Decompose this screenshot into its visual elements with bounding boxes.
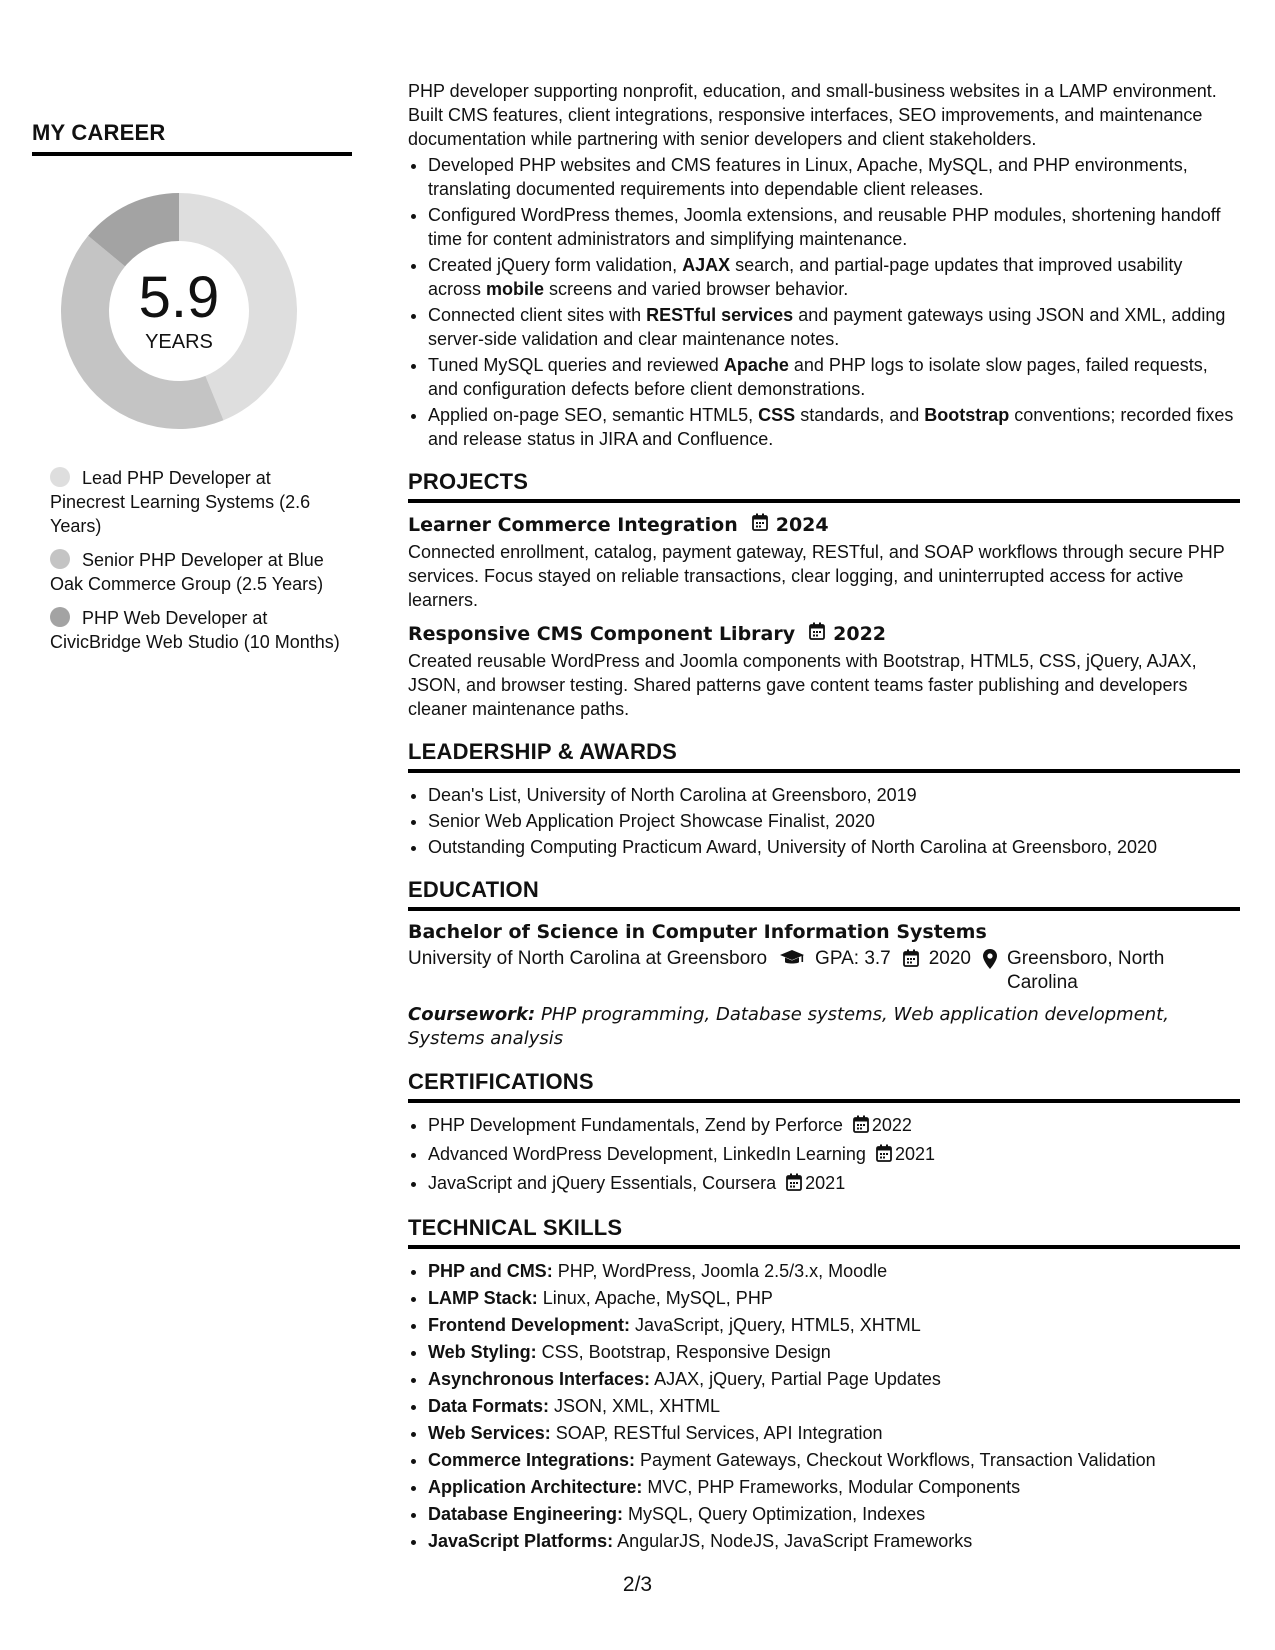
- skill-values: MVC, PHP Frameworks, Modular Components: [642, 1477, 1021, 1497]
- list-item: • Senior Web Application Project Showcase Finalist, 2020: [428, 809, 1240, 833]
- skill-item: [428, 1340, 1240, 1364]
- main-column: [408, 79, 1240, 1556]
- awards-title: LEADERSHIP & AWARDS: [408, 739, 1240, 773]
- experience-bullet: [428, 403, 1240, 451]
- experience-bullet: [428, 303, 1240, 351]
- experience-bullet: [428, 253, 1240, 301]
- list-item: [428, 1171, 1240, 1197]
- project-year: 2022: [833, 622, 887, 645]
- skill-category: LAMP Stack:: [428, 1288, 538, 1308]
- skill-item: [428, 1367, 1240, 1391]
- bullet-text: Developed PHP websites and CMS features in Linux, Apache, MySQL, and PHP environments, translating documented requirements into dependable client releases.: [428, 155, 1188, 199]
- gpa: GPA: 3.7: [815, 948, 891, 969]
- skill-category: JavaScript Platforms:: [428, 1531, 614, 1551]
- calendar-icon: [752, 513, 768, 536]
- skill-item: [428, 1421, 1240, 1445]
- bullet-text: standards, and: [795, 405, 925, 425]
- legend-dot: [50, 549, 70, 569]
- education-details: [408, 947, 1240, 995]
- summary-text: PHP developer supporting nonprofit, education, and small-business websites in a LAMP environment. Built CMS features, client integrations, responsive interfaces, SEO improvements, and maintenance documentation while partnering with senior developers and client stakeholders.: [408, 81, 1217, 149]
- skill-item: [428, 1448, 1240, 1472]
- skill-category: Frontend Development:: [428, 1315, 631, 1335]
- skill-category: Database Engineering:: [428, 1504, 624, 1524]
- skill-item: [428, 1394, 1240, 1418]
- cert-name: PHP Development Fundamentals, Zend by Perforce: [428, 1115, 843, 1135]
- coursework-label: Coursework:: [408, 1004, 536, 1025]
- awards-section: [408, 739, 1240, 859]
- graduation-cap-icon: [779, 947, 805, 974]
- legend-label: Senior PHP Developer at Blue Oak Commerce Group (2.5 Years): [50, 550, 324, 594]
- skill-values: AJAX, jQuery, Partial Page Updates: [650, 1369, 941, 1389]
- degree-name: Bachelor of Science in Computer Information Systems: [408, 921, 987, 943]
- calendar-icon: [876, 1144, 892, 1168]
- project-name: Learner Commerce Integration: [408, 513, 738, 536]
- skill-values: PHP, WordPress, Joomla 2.5/3.x, Moodle: [552, 1261, 888, 1281]
- skill-item: [428, 1529, 1240, 1553]
- skill-category: Data Formats:: [428, 1396, 550, 1416]
- bold-keyword: mobile: [486, 279, 545, 299]
- education-title: EDUCATION: [408, 877, 1240, 911]
- calendar-icon: [903, 947, 919, 974]
- skill-category: Web Styling:: [428, 1342, 537, 1362]
- skill-values: JavaScript, jQuery, HTML5, XHTML: [630, 1315, 921, 1335]
- bold-keyword: RESTful services: [646, 305, 794, 325]
- career-title: MY CAREER: [32, 120, 352, 156]
- education-section: [408, 877, 1240, 1051]
- project-header: [408, 513, 1240, 536]
- bold-keyword: CSS: [758, 405, 796, 425]
- awards-list: [408, 783, 1240, 859]
- career-column: [32, 120, 352, 664]
- skill-category: Web Services:: [428, 1423, 551, 1443]
- skill-item: [428, 1475, 1240, 1499]
- career-years-value: 5.9: [138, 264, 220, 330]
- projects-section: [408, 469, 1240, 721]
- skill-category: Asynchronous Interfaces:: [428, 1369, 651, 1389]
- bold-keyword: Apache: [723, 355, 789, 375]
- skill-values: CSS, Bootstrap, Responsive Design: [536, 1342, 831, 1362]
- experience-bullet: [428, 203, 1240, 251]
- project-name: Responsive CMS Component Library: [408, 622, 796, 645]
- cert-year: 2022: [871, 1115, 912, 1135]
- projects-title: PROJECTS: [408, 469, 1240, 503]
- experience-bullet: [428, 353, 1240, 401]
- cert-name: Advanced WordPress Development, LinkedIn Learning: [428, 1144, 866, 1164]
- bold-keyword: AJAX: [682, 255, 731, 275]
- skill-category: PHP and CMS:: [428, 1261, 553, 1281]
- bullet-text: and payment gateways using JSON and XML, adding server-side validation and clear maintenance notes.: [428, 305, 1226, 349]
- location-pin-icon: [983, 947, 997, 976]
- cert-name: JavaScript and jQuery Essentials, Coursera: [428, 1173, 777, 1193]
- skill-category: Commerce Integrations:: [428, 1450, 636, 1470]
- legend-dot: [50, 467, 70, 487]
- career-years-label: YEARS: [145, 330, 213, 353]
- bullet-text: and PHP logs to isolate slow pages, failed requests, and configuration defects before client demonstrations.: [428, 355, 1208, 399]
- project-year: 2024: [775, 513, 829, 536]
- skill-values: Linux, Apache, MySQL, PHP: [537, 1288, 773, 1308]
- skill-values: Payment Gateways, Checkout Workflows, Transaction Validation: [635, 1450, 1156, 1470]
- page-number: 2/3: [622, 1573, 653, 1596]
- bullet-text: search, and partial-page updates that improved usability across: [428, 255, 1183, 299]
- list-item: [428, 1142, 1240, 1168]
- bold-keyword: Bootstrap: [924, 405, 1010, 425]
- bullet-text: Applied on-page SEO, semantic HTML5,: [428, 405, 759, 425]
- bullet-text: Connected client sites with: [428, 305, 647, 325]
- legend-item: [50, 548, 340, 596]
- calendar-icon: [853, 1115, 869, 1139]
- skill-values: MySQL, Query Optimization, Indexes: [623, 1504, 926, 1524]
- bullet-text: screens and varied browser behavior.: [544, 279, 849, 299]
- bullet-text: Created jQuery form validation,: [428, 255, 683, 275]
- bullet-text: conventions; recorded fixes and release status in JIRA and Confluence.: [428, 405, 1234, 449]
- school-location: Greensboro, North Carolina: [1007, 948, 1165, 993]
- list-item: • Outstanding Computing Practicum Award, University of North Carolina at Greensboro, 2020: [428, 835, 1240, 859]
- experience-bullets: [408, 153, 1240, 451]
- skill-values: AngularJS, NodeJS, JavaScript Frameworks: [613, 1531, 973, 1551]
- skill-values: SOAP, RESTful Services, API Integration: [550, 1423, 883, 1443]
- legend-dot: [50, 607, 70, 627]
- cert-year: 2021: [894, 1144, 935, 1164]
- skill-values: JSON, XML, XHTML: [549, 1396, 721, 1416]
- project-header: [408, 622, 1240, 645]
- calendar-icon: [809, 622, 825, 645]
- bullet-text: Configured WordPress themes, Joomla extensions, and reusable PHP modules, shortening handoff time for content administrators and simplifying maintenance.: [428, 205, 1221, 249]
- certifications-section: [408, 1069, 1240, 1197]
- calendar-icon: [786, 1173, 802, 1197]
- certifications-list: [408, 1113, 1240, 1197]
- coursework-text: PHP programming, Database systems, Web application development, Systems analysis: [408, 1004, 1169, 1049]
- skill-category: Application Architecture:: [428, 1477, 643, 1497]
- project-description: Created reusable WordPress and Joomla components with Bootstrap, HTML5, CSS, jQuery, AJAX, JSON, and browser testing. Shared patterns gave content teams faster publishing and developers cleaner maintenance paths.: [408, 651, 1197, 719]
- skill-item: [428, 1502, 1240, 1526]
- certifications-title: CERTIFICATIONS: [408, 1069, 1240, 1103]
- project-description: Connected enrollment, catalog, payment gateway, RESTful, and SOAP workflows through secure PHP services. Focus stayed on reliable transactions, clear logging, and uninterrupted access for active learners.: [408, 542, 1225, 610]
- skill-item: [428, 1313, 1240, 1337]
- school-name: University of North Carolina at Greensboro: [408, 948, 768, 969]
- skills-title: TECHNICAL SKILLS: [408, 1215, 1240, 1249]
- legend-item: [50, 606, 340, 654]
- experience-bullet: [428, 153, 1240, 201]
- bullet-text: Tuned MySQL queries and reviewed: [428, 355, 724, 375]
- list-item: [428, 1113, 1240, 1139]
- career-legend: [50, 466, 340, 654]
- legend-item: [50, 466, 340, 538]
- skills-section: [408, 1215, 1240, 1553]
- legend-label: PHP Web Developer at CivicBridge Web Studio (10 Months): [50, 608, 340, 652]
- skills-list: [408, 1259, 1240, 1553]
- legend-label: Lead PHP Developer at Pinecrest Learning Systems (2.6 Years): [50, 468, 311, 536]
- career-donut-chart: [54, 186, 304, 436]
- graduation-year: 2020: [928, 948, 972, 969]
- list-item: • Dean's List, University of North Carolina at Greensboro, 2019: [428, 783, 1240, 807]
- cert-year: 2021: [805, 1173, 846, 1193]
- skill-item: [428, 1259, 1240, 1283]
- coursework: [408, 1003, 1240, 1051]
- skill-item: [428, 1286, 1240, 1310]
